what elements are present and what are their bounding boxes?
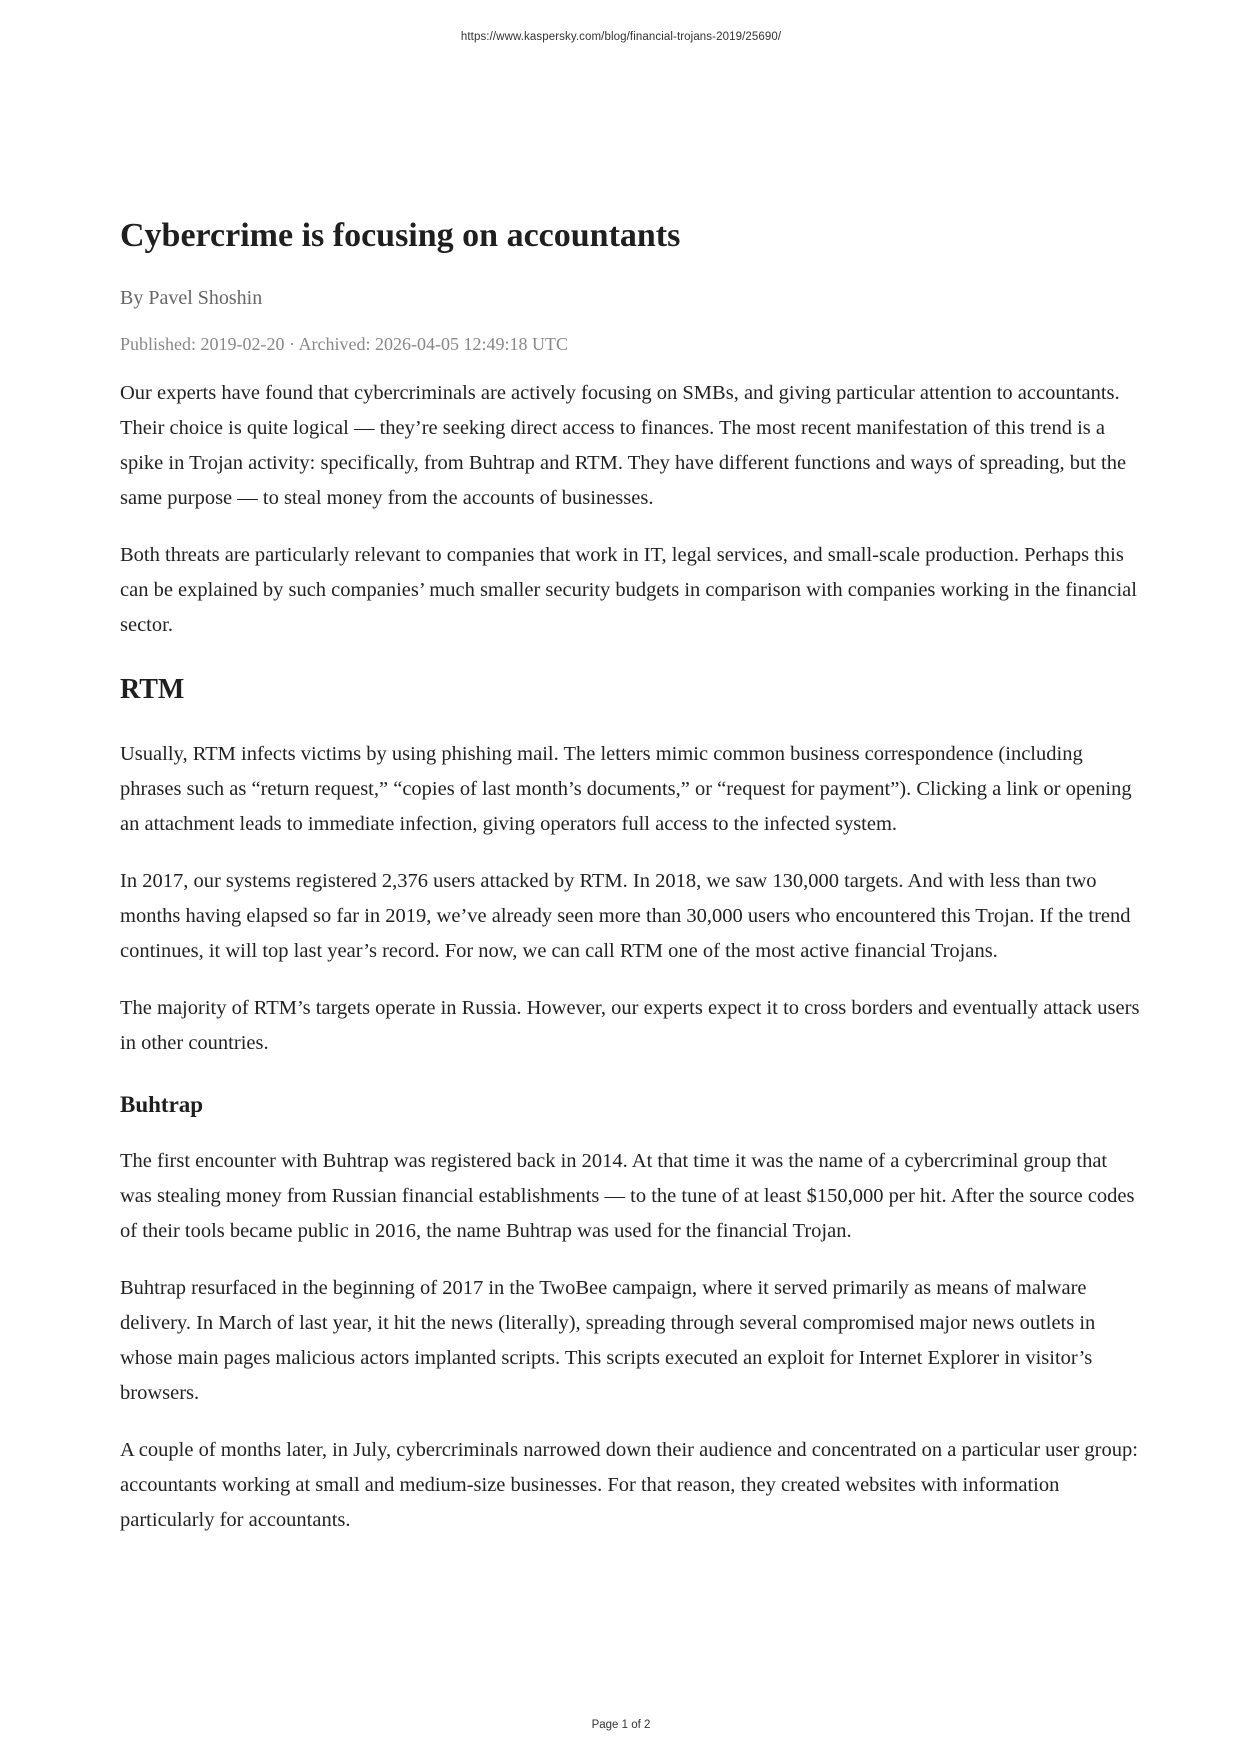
source-url: https://www.kaspersky.com/blog/financial-trojans-2019/25690/: [460, 31, 782, 43]
intro-paragraph: Our experts have found that cybercriminals are actively focusing on SMBs, and giving particular attention to accountants. Their choice is quite logical — they’re seeking direct access to finances. The most recent manifestation of this trend is a spike in Trojan activity: specifically, from Buhtrap and RTM. They have different functions and ways of spreading, but the same purpose — to steal money from the accounts of businesses.: [120, 382, 1127, 509]
rtm-paragraph: Usually, RTM infects victims by using phishing mail. The letters mimic common business correspondence (including phrases such as “return request,” “copies of last month’s documents,” or “request for payment”). Clicking a link or opening an attachment leads to immediate infection, giving operators full access to the infected system.: [120, 743, 1132, 835]
article: [120, 210, 1140, 1538]
section-heading-rtm: RTM: [120, 674, 185, 705]
article-byline: By Pavel Shoshin: [120, 287, 263, 309]
buhtrap-paragraph: Buhtrap resurfaced in the beginning of 2017 in the TwoBee campaign, where it served primarily as means of malware delivery. In March of last year, it hit the news (literally), spreading through several compromised major news outlets in whose main pages malicious actors implanted scripts. This scripts executed an exploit for Internet Explorer in visitor’s browsers.: [120, 1277, 1096, 1404]
section-heading-buhtrap: Buhtrap: [120, 1092, 204, 1117]
buhtrap-paragraph: The first encounter with Buhtrap was registered back in 2014. At that time it was the name of a cybercriminal group that was stealing money from Russian financial establishments — to the tune of at least $150,000 per hit. After the source codes of their tools became public in 2016, the name Buhtrap was used for the financial Trojan.: [120, 1150, 1135, 1242]
rtm-paragraph: In 2017, our systems registered 2,376 users attacked by RTM. In 2018, we saw 130,000 targets. And with less than two months having elapsed so far in 2019, we’ve already seen more than 30,000 users who encountered this Trojan. If the trend continues, it will top last year’s record. For now, we can call RTM one of the most active financial Trojans.: [120, 870, 1131, 962]
intro-paragraph: Both threats are particularly relevant to companies that work in IT, legal services, and small-scale production. Perhaps this can be explained by such companies’ much smaller security budgets in comparison with companies working in the financial sector.: [120, 544, 1137, 636]
rtm-paragraph: The majority of RTM’s targets operate in Russia. However, our experts expect it to cross borders and eventually attack users in other countries.: [120, 997, 1140, 1054]
buhtrap-paragraph: A couple of months later, in July, cybercriminals narrowed down their audience and concentrated on a particular user group: accountants working at small and medium-size businesses. For that reason, they created websites with information particularly for accountants.: [120, 1439, 1138, 1531]
article-meta: Published: 2019-02-20 · Archived: 2026-04-05 12:49:18 UTC: [120, 334, 568, 354]
page-number: Page 1 of 2: [591, 1719, 651, 1731]
article-title: Cybercrime is focusing on accountants: [120, 217, 681, 254]
